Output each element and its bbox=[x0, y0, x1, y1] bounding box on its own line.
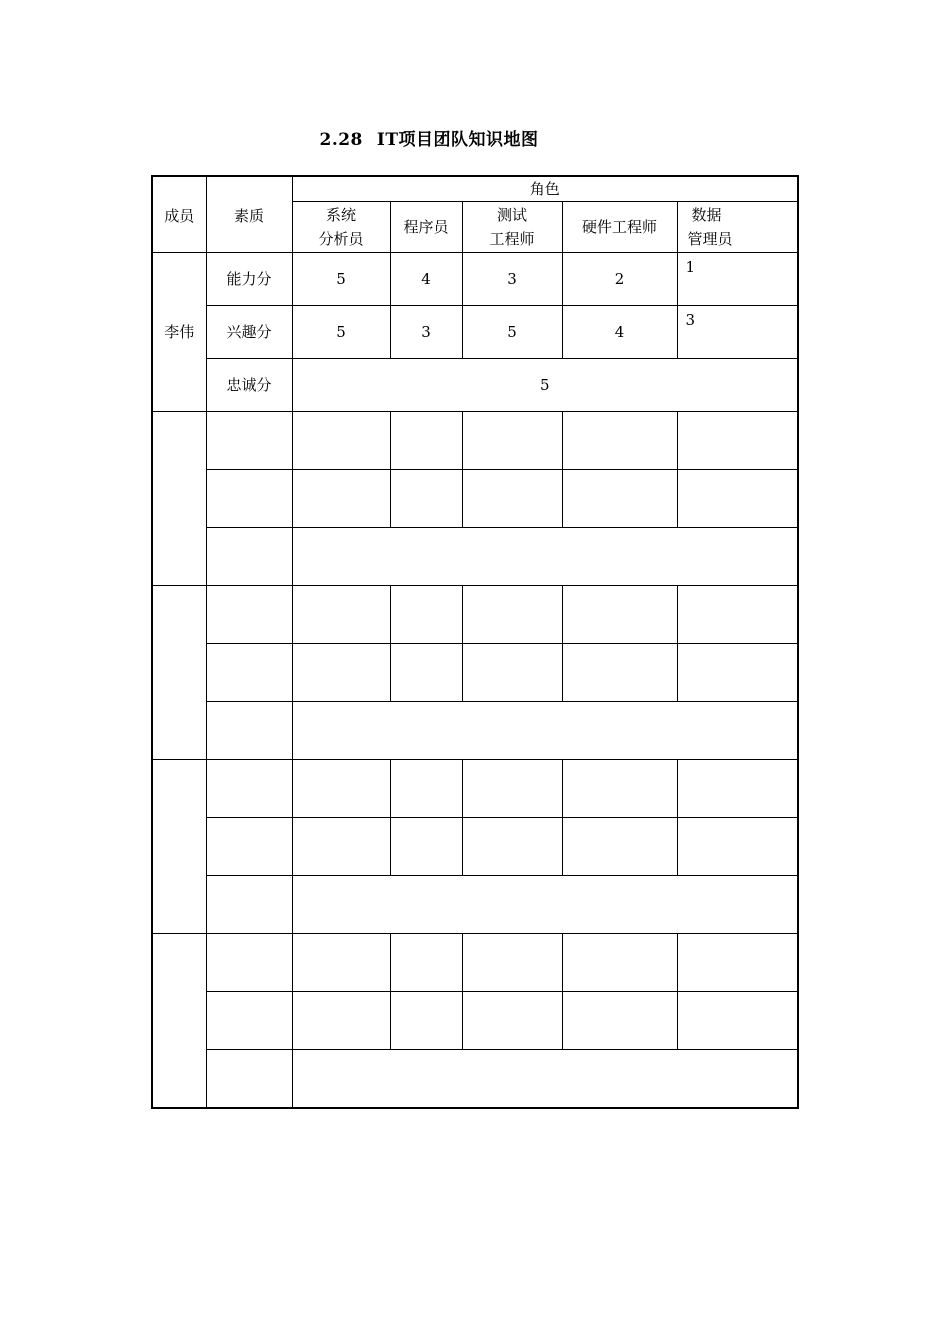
score-cell: 4 bbox=[562, 306, 677, 359]
empty-cell bbox=[390, 586, 462, 644]
empty-cell bbox=[562, 818, 677, 876]
empty-cell bbox=[677, 586, 798, 644]
empty-cell bbox=[390, 412, 462, 470]
table-row bbox=[152, 644, 798, 702]
score-cell: 3 bbox=[677, 306, 798, 359]
empty-cell bbox=[390, 818, 462, 876]
empty-cell bbox=[677, 470, 798, 528]
quality-label-empty bbox=[206, 876, 292, 934]
empty-cell bbox=[677, 760, 798, 818]
empty-cell bbox=[462, 992, 562, 1050]
empty-cell bbox=[562, 412, 677, 470]
empty-cell bbox=[292, 644, 390, 702]
empty-cell bbox=[462, 586, 562, 644]
table-row bbox=[152, 359, 798, 412]
quality-label: 能力分 bbox=[206, 253, 292, 306]
quality-label: 忠诚分 bbox=[206, 359, 292, 412]
quality-label-empty bbox=[206, 470, 292, 528]
loyalty-score-cell: 5 bbox=[292, 359, 798, 412]
empty-cell bbox=[292, 528, 798, 586]
title-text: IT项目团队知识地图 bbox=[376, 130, 539, 150]
knowledge-map-table bbox=[151, 175, 799, 1109]
quality-label-empty bbox=[206, 528, 292, 586]
quality-label-empty bbox=[206, 992, 292, 1050]
empty-cell bbox=[677, 818, 798, 876]
header-role-programmer: 程序员 bbox=[390, 202, 462, 253]
empty-cell bbox=[677, 992, 798, 1050]
empty-cell bbox=[462, 760, 562, 818]
header-quality: 素质 bbox=[206, 176, 292, 253]
empty-cell bbox=[677, 412, 798, 470]
quality-label: 兴趣分 bbox=[206, 306, 292, 359]
quality-label-empty bbox=[206, 586, 292, 644]
quality-label-empty bbox=[206, 818, 292, 876]
quality-label-empty bbox=[206, 644, 292, 702]
member-name-empty bbox=[152, 760, 206, 934]
empty-cell bbox=[677, 644, 798, 702]
score-cell: 3 bbox=[390, 306, 462, 359]
empty-cell bbox=[562, 470, 677, 528]
score-cell: 5 bbox=[292, 253, 390, 306]
empty-cell bbox=[390, 644, 462, 702]
empty-cell bbox=[292, 992, 390, 1050]
header-role-data-admin: 数据 管理员 bbox=[677, 202, 798, 253]
empty-cell bbox=[292, 876, 798, 934]
empty-cell bbox=[292, 586, 390, 644]
empty-cell bbox=[462, 644, 562, 702]
member-name-empty bbox=[152, 586, 206, 760]
header-role-system-analyst: 系统 分析员 bbox=[292, 202, 390, 253]
score-cell: 1 bbox=[677, 253, 798, 306]
empty-cell bbox=[562, 644, 677, 702]
table-row bbox=[152, 470, 798, 528]
quality-label-empty bbox=[206, 412, 292, 470]
empty-cell bbox=[292, 470, 390, 528]
table-row bbox=[152, 1050, 798, 1108]
empty-cell bbox=[292, 934, 390, 992]
table-row bbox=[152, 306, 798, 359]
empty-cell bbox=[562, 760, 677, 818]
empty-cell bbox=[677, 934, 798, 992]
empty-cell bbox=[562, 934, 677, 992]
score-cell: 5 bbox=[292, 306, 390, 359]
table-row bbox=[152, 528, 798, 586]
title-number: 2.28 bbox=[319, 130, 363, 150]
empty-cell bbox=[390, 760, 462, 818]
header-role-test-engineer: 测试 工程师 bbox=[462, 202, 562, 253]
table-row bbox=[152, 818, 798, 876]
empty-cell bbox=[292, 760, 390, 818]
member-name-empty bbox=[152, 412, 206, 586]
member-name-empty bbox=[152, 934, 206, 1108]
quality-label-empty bbox=[206, 934, 292, 992]
empty-cell bbox=[562, 992, 677, 1050]
empty-cell bbox=[292, 702, 798, 760]
header-role-hardware-engineer: 硬件工程师 bbox=[562, 202, 677, 253]
empty-cell bbox=[292, 1050, 798, 1108]
empty-cell bbox=[462, 818, 562, 876]
empty-cell bbox=[390, 934, 462, 992]
score-cell: 2 bbox=[562, 253, 677, 306]
header-role: 角色 bbox=[292, 176, 798, 202]
quality-label-empty bbox=[206, 702, 292, 760]
quality-label-empty bbox=[206, 1050, 292, 1108]
table-row bbox=[152, 934, 798, 992]
empty-cell bbox=[390, 470, 462, 528]
header-member: 成员 bbox=[152, 176, 206, 253]
table-row bbox=[152, 760, 798, 818]
empty-cell bbox=[462, 470, 562, 528]
score-cell: 4 bbox=[390, 253, 462, 306]
table-row bbox=[152, 412, 798, 470]
empty-cell bbox=[390, 992, 462, 1050]
score-cell: 3 bbox=[462, 253, 562, 306]
page-title bbox=[0, 125, 858, 150]
table-row bbox=[152, 253, 798, 306]
empty-cell bbox=[292, 412, 390, 470]
score-cell: 5 bbox=[462, 306, 562, 359]
table-row bbox=[152, 876, 798, 934]
table-row bbox=[152, 586, 798, 644]
quality-label-empty bbox=[206, 760, 292, 818]
member-name: 李伟 bbox=[152, 253, 206, 412]
empty-cell bbox=[462, 412, 562, 470]
empty-cell bbox=[462, 934, 562, 992]
empty-cell bbox=[292, 818, 390, 876]
table-row bbox=[152, 992, 798, 1050]
empty-cell bbox=[562, 586, 677, 644]
table-row bbox=[152, 702, 798, 760]
